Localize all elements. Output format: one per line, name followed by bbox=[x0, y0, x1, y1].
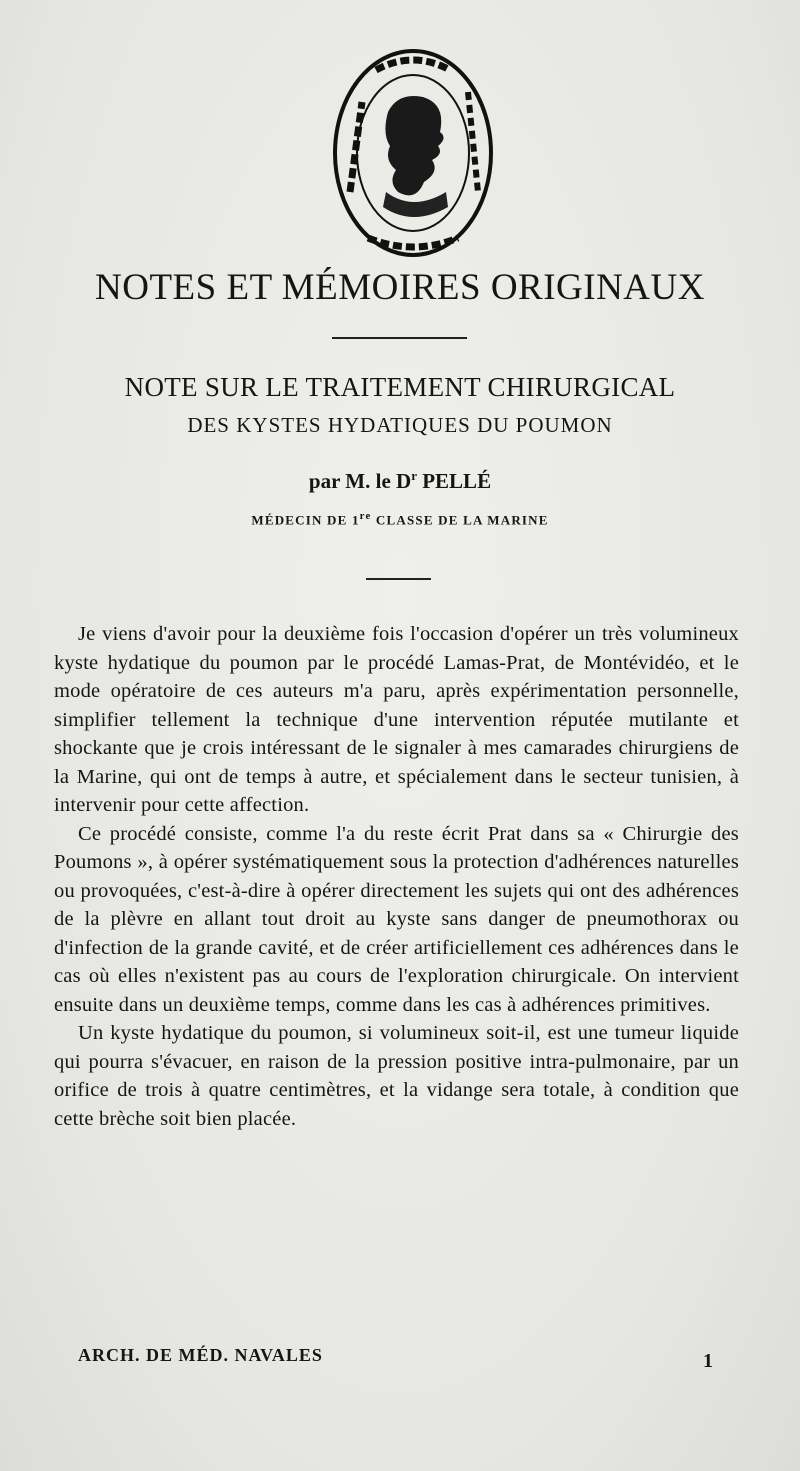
article-body bbox=[54, 620, 739, 1133]
author-name: PELLÉ bbox=[416, 469, 492, 493]
byline-prefix: par M. le D bbox=[308, 469, 412, 493]
author-byline bbox=[0, 468, 800, 494]
article-subtitle: DES KYSTES HYDATIQUES DU POUMON bbox=[187, 413, 613, 437]
paragraph: Je viens d'avoir pour la deuxième fois l'occasion d'opérer un très volumineux kyste hydatique du poumon par le procédé Lamas-Prat, de Montévidéo, et le mode opératoire de ces auteurs m'a paru, après expérimentation personnelle, simplifier tellement la technique d'une intervention réputée mutilante et shockante que je crois intéressant de le signaler à mes camarades chirurgiens de la Marine, qui ont de temps à autre, et spécialement dans le secteur tunisien, à intervenir pour cette affection. bbox=[54, 623, 739, 816]
byline-superscript: r bbox=[411, 468, 417, 483]
affiliation-prefix: MÉDECIN DE 1 bbox=[251, 512, 360, 528]
section-title: NOTES ET MÉMOIRES ORIGINAUX bbox=[95, 267, 705, 308]
page-number: 1 bbox=[703, 1350, 713, 1372]
library-stamp-icon bbox=[328, 42, 498, 264]
affiliation-suffix: CLASSE DE LA MARINE bbox=[371, 512, 549, 528]
author-affiliation bbox=[0, 510, 800, 528]
paragraph: Ce procédé consiste, comme l'a du reste écrit Prat dans sa « Chirurgie des Poumons », à opérer systématiquement sous la protection d'adhérences naturelles ou provoquées, c'est-à-dire à opérer directement les sujets qui ont des adhérences de la plèvre en allant tout droit au kyste sans danger de pneumothorax ou d'infection de la grande cavité, et de créer artificiellement ces adhérences dans le cas où elles n'existent pas au cours de l'exploration chirurgicale. On intervient ensuite dans un deuxième temps, comme dans les cas à adhérences primitives. bbox=[54, 822, 739, 1016]
affiliation-superscript: re bbox=[359, 510, 372, 522]
divider-rule bbox=[332, 337, 467, 339]
divider-rule bbox=[366, 578, 431, 580]
paragraph: Un kyste hydatique du poumon, si volumineux soit-il, est une tumeur liquide qui pourra s'évacuer, en raison de la pression positive intra-pulmonaire, par un orifice de trois à quatre centimètres, et la vidange sera totale, à condition que cette brèche soit bien placée. bbox=[54, 1022, 739, 1130]
article-title: NOTE SUR LE TRAITEMENT CHIRURGICAL bbox=[124, 372, 676, 402]
journal-footer: ARCH. DE MÉD. NAVALES bbox=[78, 1345, 323, 1365]
